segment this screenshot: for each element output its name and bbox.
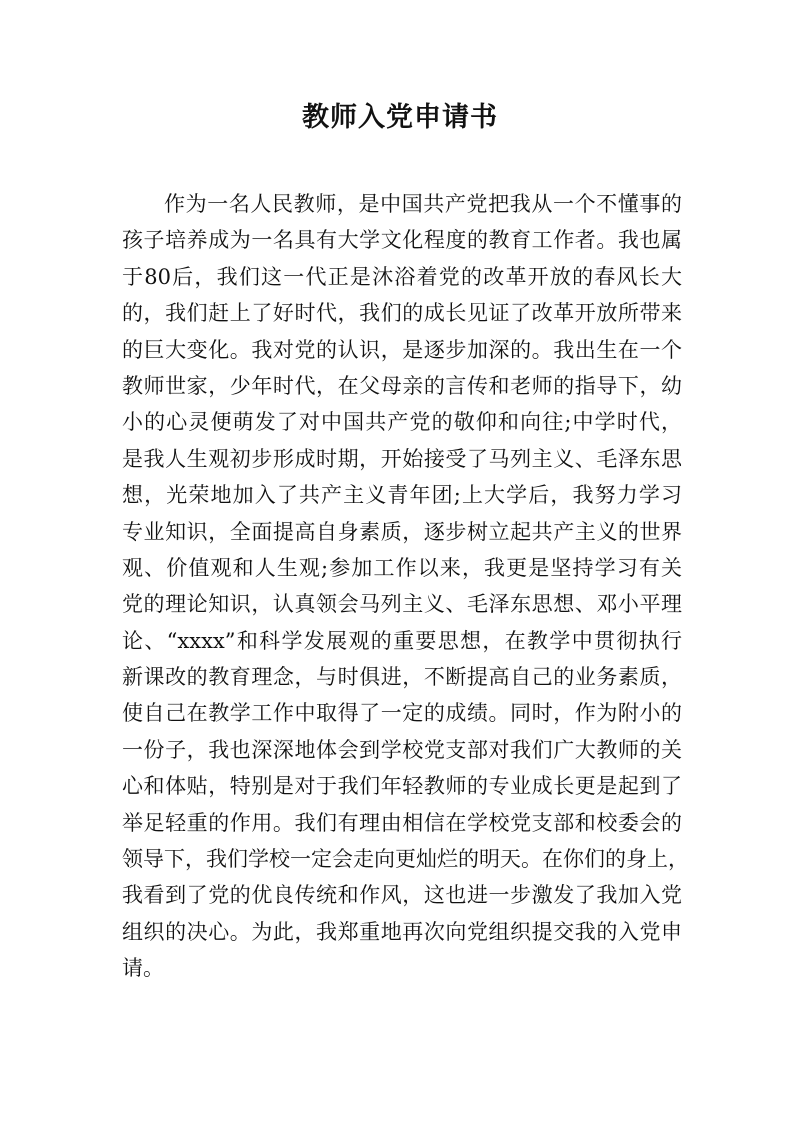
paragraph-line: 于80后，我们这一代正是沐浴着党的改革开放的春风长大 bbox=[122, 264, 682, 289]
paragraph-line: 的，我们赶上了好时代，我们的成长见证了改革开放所带来 bbox=[122, 301, 682, 326]
paragraph-line: 举足轻重的作用。我们有理由相信在学校党支部和校委会的 bbox=[122, 810, 682, 835]
paragraph-line: 想，光荣地加入了共产主义青年团;上大学后，我努力学习 bbox=[122, 483, 682, 508]
paragraph-line: 领导下，我们学校一定会走向更灿烂的明天。在你们的身上， bbox=[122, 847, 689, 872]
paragraph-line: 党的理论知识，认真领会马列主义、毛泽东思想、邓小平理 bbox=[122, 592, 682, 617]
paragraph-line: 我看到了党的优良传统和作风，这也进一步激发了我加入党 bbox=[122, 883, 682, 908]
paragraph-line: 专业知识，全面提高自身素质，逐步树立起共产主义的世界 bbox=[122, 519, 682, 544]
paragraph-line: 使自己在教学工作中取得了一定的成绩。同时，作为附小的 bbox=[122, 701, 682, 726]
paragraph-line: 教师世家，少年时代，在父母亲的言传和老师的指导下，幼 bbox=[122, 373, 682, 398]
paragraph-line: 观、价值观和人生观;参加工作以来，我更是坚持学习有关 bbox=[122, 555, 682, 580]
paragraph-line: 一份子，我也深深地体会到学校党支部对我们广大教师的关 bbox=[122, 737, 682, 762]
paragraph-line: 是我人生观初步形成时期，开始接受了马列主义、毛泽东思 bbox=[122, 446, 682, 471]
paragraph-line: 请。 bbox=[122, 956, 164, 981]
paragraph-line: 新课改的教育理念，与时俱进，不断提高自己的业务素质， bbox=[122, 665, 682, 690]
paragraph-line: 孩子培养成为一名具有大学文化程度的教育工作者。我也属 bbox=[122, 228, 682, 253]
paragraph-line: 论、“xxxx”和科学发展观的重要思想，在教学中贯彻执行 bbox=[122, 628, 682, 653]
paragraph-line: 组织的决心。为此，我郑重地再次向党组织提交我的入党申 bbox=[122, 919, 682, 944]
paragraph-line: 小的心灵便萌发了对中国共产党的敬仰和向往;中学时代， bbox=[122, 410, 682, 435]
paragraph-line: 的巨大变化。我对党的认识，是逐步加深的。我出生在一个 bbox=[122, 337, 682, 362]
paragraph-line: 作为一名人民教师，是中国共产党把我从一个不懂事的 bbox=[164, 192, 682, 216]
document-body bbox=[122, 186, 689, 987]
paragraph-line: 心和体贴，特别是对于我们年轻教师的专业成长更是起到了 bbox=[122, 774, 682, 799]
document-title: 教师入党申请书 bbox=[302, 102, 498, 133]
